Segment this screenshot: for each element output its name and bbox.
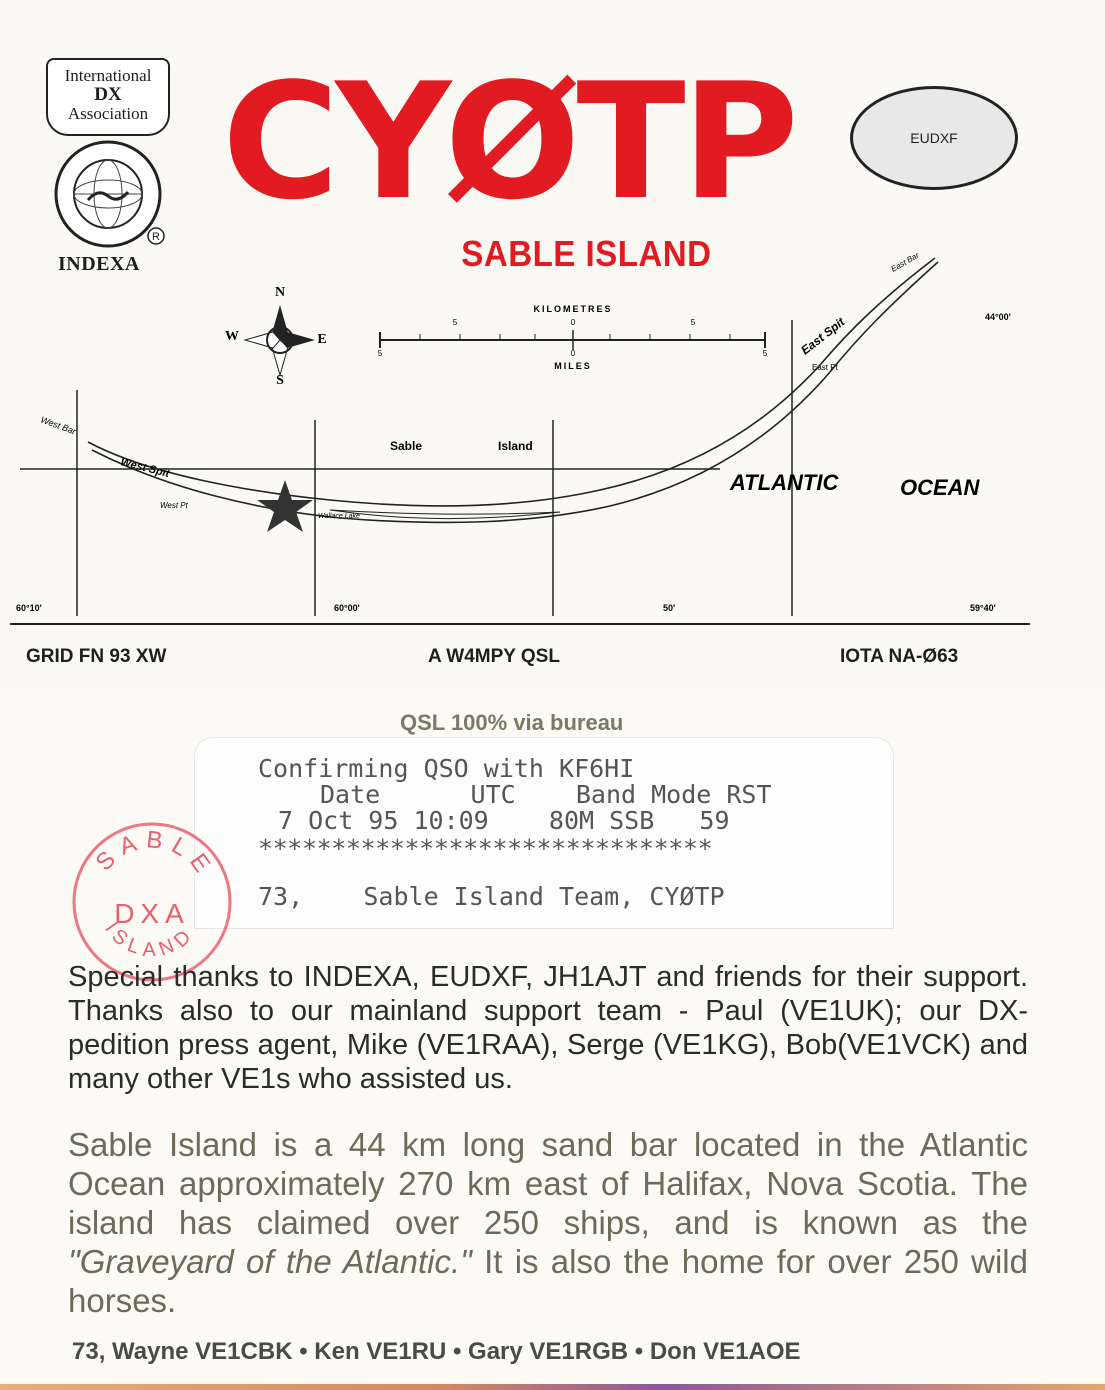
coord-lon-1: 60°10' xyxy=(16,603,42,613)
coord-lat: 44°00' xyxy=(985,312,1011,322)
svg-text:R: R xyxy=(152,231,160,243)
about-text-1: Sable Island is a 44 km long sand bar located in the Atlantic Ocean approximately 270 km east of Halifax, Nova Scotia. The island has claimed over 250 ships, and is known as the xyxy=(68,1126,1028,1241)
stamp-middle-text: DXA xyxy=(114,898,190,929)
eudxf-label: EUDXF xyxy=(910,130,958,146)
about-quote: "Graveyard of the Atlantic." xyxy=(68,1243,472,1280)
place-east-bar: East Bar xyxy=(889,250,921,274)
place-sable: Sable xyxy=(390,439,423,453)
qso-headers: Date UTC Band Mode RST xyxy=(320,780,772,809)
scale-km-label: KILOMETRES xyxy=(533,304,613,314)
thanks-paragraph: Special thanks to INDEXA, EUDXF, JH1AJT and friends for their support. Thanks also to our mainland support team - Paul (VE1UK); our DX-pedition press agent, Mike (VE1RAA), Serge (VE1KG), Bob(VE1VCK) and many other VE1s who assisted us. xyxy=(68,961,1028,1095)
place-ocean: OCEAN xyxy=(900,475,980,500)
place-island: Island xyxy=(498,439,533,453)
idxa-globe-logo xyxy=(52,138,168,254)
stamp-bottom-text: ISLAND xyxy=(100,918,200,962)
place-atlantic: ATLANTIC xyxy=(730,470,839,495)
coord-lon-2: 60°00' xyxy=(334,603,360,613)
logo-line-1: International xyxy=(64,66,152,85)
place-lake: Wallace Lake xyxy=(318,513,360,520)
qso-confirm-line: Confirming QSO with KF6HI xyxy=(258,754,635,783)
place-west-bar: West Bar xyxy=(39,414,78,437)
island-title: SABLE ISLAND xyxy=(461,233,712,274)
grid-caption: GRID FN 93 XW xyxy=(26,646,167,667)
eudxf-logo xyxy=(850,86,1018,190)
callsign-title: CYØTP xyxy=(222,48,795,235)
km-tick-2: 0 xyxy=(570,318,576,327)
compass-rose-icon xyxy=(245,305,315,375)
mile-tick-1: 5 xyxy=(377,349,383,358)
indexa-label: INDEXA xyxy=(58,253,140,275)
compass-s: S xyxy=(276,373,284,388)
coord-lon-3: 50' xyxy=(663,603,676,613)
km-tick-3: 5 xyxy=(690,318,696,327)
qso-stars: ******************************* xyxy=(258,834,713,863)
compass-e: E xyxy=(317,332,327,347)
via-bureau-note: QSL 100% via bureau xyxy=(400,710,624,735)
qso-signoff-line: 73, Sable Island Team, CYØTP xyxy=(258,882,725,911)
place-west-pt: West Pt xyxy=(160,501,188,510)
compass-w: W xyxy=(225,329,239,344)
stamp-top-text: SABLE xyxy=(90,826,220,884)
place-east-pt: East Pt xyxy=(812,363,838,372)
place-west-spit: West Spit xyxy=(119,456,171,480)
mile-tick-3: 5 xyxy=(762,349,768,358)
idxa-logo-box xyxy=(46,58,170,136)
mile-tick-2: 0 xyxy=(570,349,576,358)
coord-lon-4: 59°40' xyxy=(970,603,996,613)
km-tick-1: 5 xyxy=(452,318,458,327)
bottom-edge xyxy=(0,1384,1105,1390)
star-location-icon xyxy=(257,480,313,532)
team-signoff: 73, Wayne VE1CBK • Ken VE1RU • Gary VE1RGB • Don VE1AOE xyxy=(72,1338,801,1365)
scale-miles-label: MILES xyxy=(554,361,592,371)
place-east-spit: East Spit xyxy=(798,314,848,358)
about-paragraph xyxy=(68,1125,1028,1320)
qsl-manager-caption: A W4MPY QSL xyxy=(428,646,560,667)
scale-bar xyxy=(380,330,765,350)
logo-line-2: DX xyxy=(94,84,122,105)
logo-line-3: Association xyxy=(67,104,149,123)
qso-values: 7 Oct 95 10:09 80M SSB 59 xyxy=(278,806,730,835)
compass-n: N xyxy=(274,285,286,300)
about-text-2: It is also the home for over 250 wild horses. xyxy=(68,1243,1028,1319)
iota-caption: IOTA NA-Ø63 xyxy=(840,646,959,667)
